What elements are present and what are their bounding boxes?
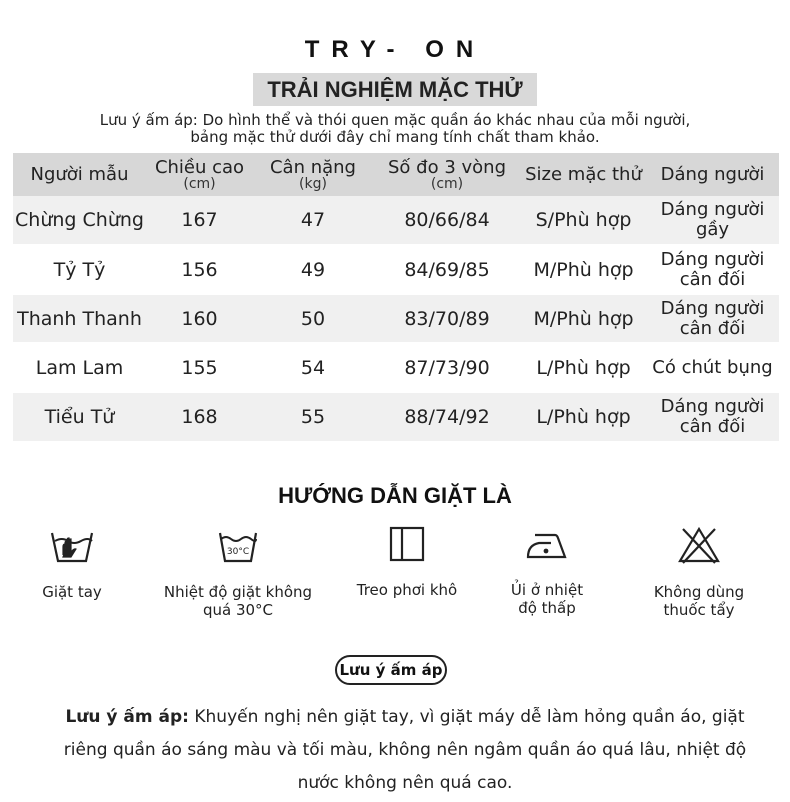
tips-label: Lưu ý ấm áp: [65, 707, 189, 727]
cell-size: M/Phù hợp [521, 294, 646, 343]
care-item-no-bleach [609, 525, 789, 619]
try-on-title: TRY- ON [304, 36, 486, 63]
iron-low-icon [525, 525, 569, 563]
cell-model: Tiểu Tử [13, 392, 146, 441]
no-bleach-icon [677, 525, 721, 565]
header-measurements: Số đo 3 vòng (cm) [373, 153, 521, 196]
cell-height: 168 [146, 392, 253, 441]
care-label-no-bleach: Không dùng thuốc tẩy [653, 583, 745, 619]
care-label-iron-low: Ủi ở nhiệt độ thấp [510, 581, 584, 617]
cell-measurements: 84/69/85 [373, 245, 521, 294]
cell-measurements: 88/74/92 [373, 392, 521, 441]
cell-weight: 50 [253, 294, 373, 343]
cell-body-shape: Dáng người cân đối [646, 392, 779, 441]
header-size: Size mặc thử [521, 153, 646, 196]
care-label-hand-wash: Giặt tay [42, 583, 102, 601]
care-label-wash-30: Nhiệt độ giặt không quá 30°C [163, 583, 313, 619]
cell-weight: 49 [253, 245, 373, 294]
cell-size: M/Phù hợp [521, 245, 646, 294]
dry-hang-icon [388, 525, 426, 563]
table-row [13, 343, 779, 392]
table-row [13, 245, 779, 294]
cell-body-shape: Dáng người cân đối [646, 294, 779, 343]
cell-weight: 54 [253, 343, 373, 392]
header-height: Chiều cao (cm) [146, 153, 253, 196]
try-on-table [13, 153, 779, 441]
cell-measurements: 83/70/89 [373, 294, 521, 343]
cell-weight: 55 [253, 392, 373, 441]
tips-text [55, 701, 755, 800]
wash-30-icon-text: 30°C [226, 547, 250, 557]
fit-disclaimer [0, 112, 790, 146]
fit-disclaimer-line1: Lưu ý ấm áp: Do hình thể và thói quen mặc quần áo khác nhau của mỗi người, [99, 111, 691, 129]
header-model: Người mẫu [13, 153, 146, 196]
table-row [13, 294, 779, 343]
cell-model: Chừng Chừng [13, 196, 146, 245]
cell-size: S/Phù hợp [521, 196, 646, 245]
cell-measurements: 87/73/90 [373, 343, 521, 392]
cell-weight: 47 [253, 196, 373, 245]
header-body-shape: Dáng người [646, 153, 779, 196]
cell-body-shape: Có chút bụng [646, 343, 779, 392]
fit-disclaimer-line2: bảng mặc thử dưới đây chỉ mang tính chất tham khảo. [190, 128, 600, 146]
cell-model: Thanh Thanh [13, 294, 146, 343]
hand-wash-icon [48, 525, 96, 565]
cell-body-shape: Dáng người gầy [646, 196, 779, 245]
cell-height: 156 [146, 245, 253, 294]
table-row [13, 392, 779, 441]
cell-model: Lam Lam [13, 343, 146, 392]
cell-body-shape: Dáng người cân đối [646, 245, 779, 294]
cell-size: L/Phù hợp [521, 343, 646, 392]
tips-body: Khuyến nghị nên giặt tay, vì giặt máy dễ làm hỏng quần áo, giặt riêng quần áo sáng màu và tối màu, không nên ngâm quần áo quá lâu, nhiệt độ nước không nên quá cao. [63, 707, 747, 793]
try-on-subtitle: TRẢI NGHIỆM MẶC THỬ [253, 73, 536, 106]
wash-30-icon [218, 525, 258, 565]
cell-model: Tỷ Tỷ [13, 245, 146, 294]
care-item-wash-30 [148, 525, 328, 619]
cell-height: 160 [146, 294, 253, 343]
table-row [13, 196, 779, 245]
care-label-dry-hang: Treo phơi khô [356, 581, 458, 599]
cell-height: 155 [146, 343, 253, 392]
cell-size: L/Phù hợp [521, 392, 646, 441]
care-item-hand-wash [0, 525, 162, 601]
cell-measurements: 80/66/84 [373, 196, 521, 245]
washing-guide-title: HƯỚNG DẪN GIẶT LÀ [278, 483, 512, 508]
cell-height: 167 [146, 196, 253, 245]
table-header-row [13, 153, 779, 196]
tips-button[interactable]: Lưu ý ấm áp [335, 655, 447, 685]
header-weight: Cân nặng (kg) [253, 153, 373, 196]
